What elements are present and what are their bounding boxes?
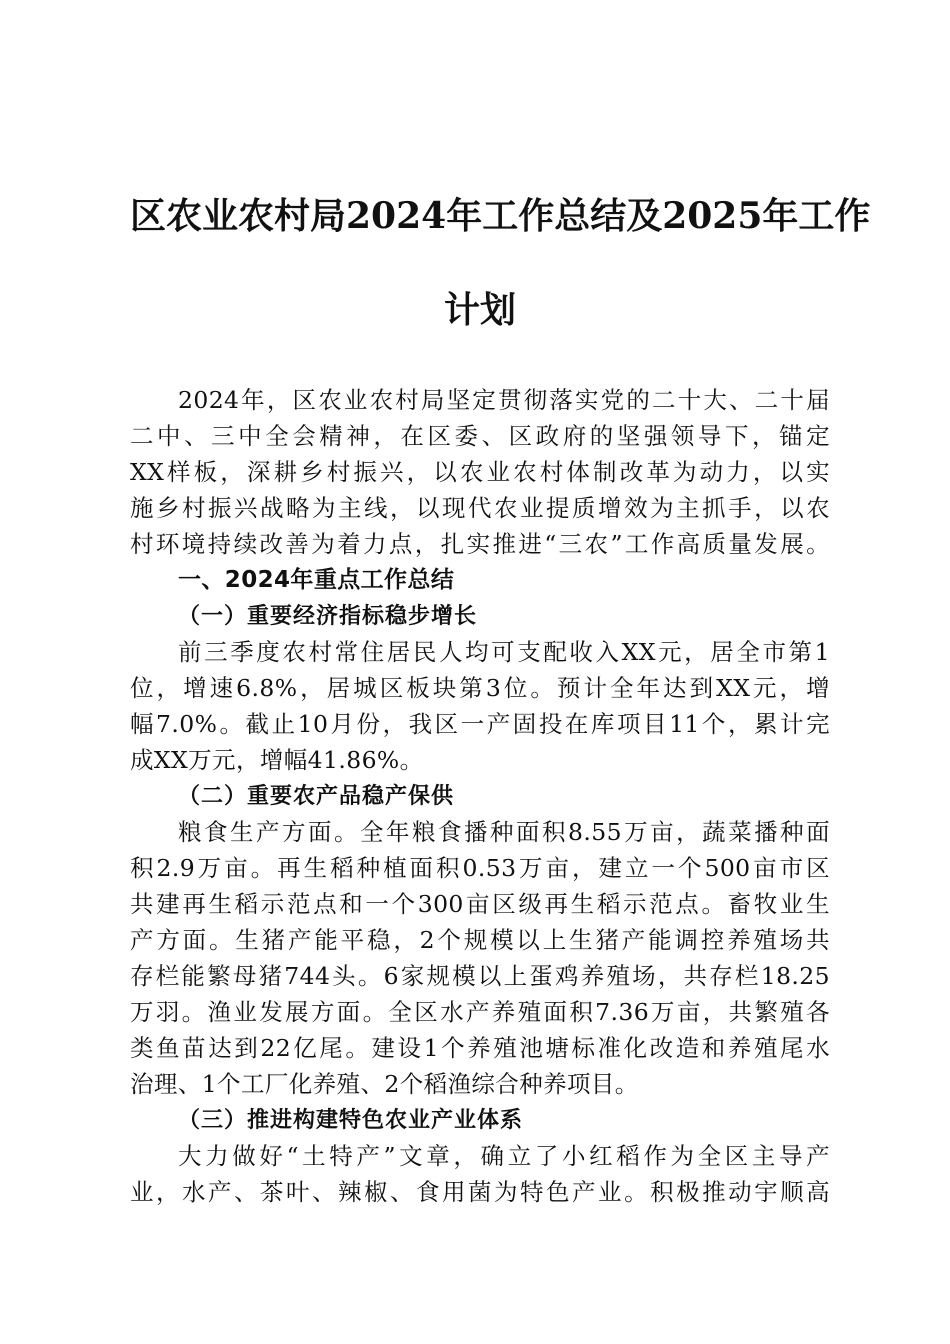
paragraph-line: 2024年，区农业农村局坚定贯彻落实党的二十大、二十届 [178,386,830,414]
paragraph-line: 大力做好“土特产”文章，确立了小红稻作为全区主导产 [178,1142,830,1170]
document-page [130,0,871,1344]
paragraph-line: 积2.9万亩。再生稻种植面积0.53万亩，建立一个500亩市区 [130,854,830,882]
subsection-heading: （三）推进构建特色农业产业体系 [178,1107,524,1133]
paragraph-line: 产方面。生猪产能平稳，2个规模以上生猪产能调控养殖场共 [130,926,830,954]
paragraph-line: XX样板，深耕乡村振兴，以农业农村体制改革为动力，以实 [130,458,830,486]
paragraph-line: 治理、1个工厂化养殖、2个稻渔综合种养项目。 [130,1070,639,1098]
paragraph-line: 成XX万元，增幅41.86%。 [130,746,424,774]
paragraph-line: 施乡村振兴战略为主线，以现代农业提质增效为主抓手，以农 [130,494,830,522]
paragraph-line: 业，水产、茶叶、辣椒、食用菌为特色产业。积极推动宇顺高 [130,1178,830,1206]
paragraph-line: 粮食生产方面。全年粮食播种面积8.55万亩，蔬菜播种面 [178,818,830,846]
paragraph-line: 存栏能繁母猪744头。6家规模以上蛋鸡养殖场，共存栏18.25 [130,962,830,990]
subsection-heading: （一）重要经济指标稳步增长 [178,603,478,629]
paragraph-line: 万羽。渔业发展方面。全区水产养殖面积7.36万亩，共繁殖各 [130,998,830,1026]
paragraph-line: 村环境持续改善为着力点，扎实推进“三农”工作高质量发展。 [130,530,830,558]
paragraph-line: 幅7.0%。截止10月份，我区一产固投在库项目11个，累计完 [130,710,830,738]
paragraph-line: 类鱼苗达到22亿尾。建设1个养殖池塘标准化改造和养殖尾水 [130,1034,830,1062]
document-title-line-1: 区农业农村局2024年工作总结及2025年工作 [130,195,871,237]
section-heading: 一、2024年重点工作总结 [178,567,455,593]
paragraph-line: 共建再生稻示范点和一个300亩区级再生稻示范点。畜牧业生 [130,890,830,918]
paragraph-line: 二中、三中全会精神，在区委、区政府的坚强领导下，锚定 [130,422,830,450]
paragraph-line: 位，增速6.8%，居城区板块第3位。预计全年达到XX元，增 [130,674,830,702]
paragraph-line: 前三季度农村常住居民人均可支配收入XX元，居全市第1 [178,638,830,666]
document-title-line-2: 计划 [443,289,516,331]
subsection-heading: （二）重要农产品稳产保供 [178,783,455,809]
